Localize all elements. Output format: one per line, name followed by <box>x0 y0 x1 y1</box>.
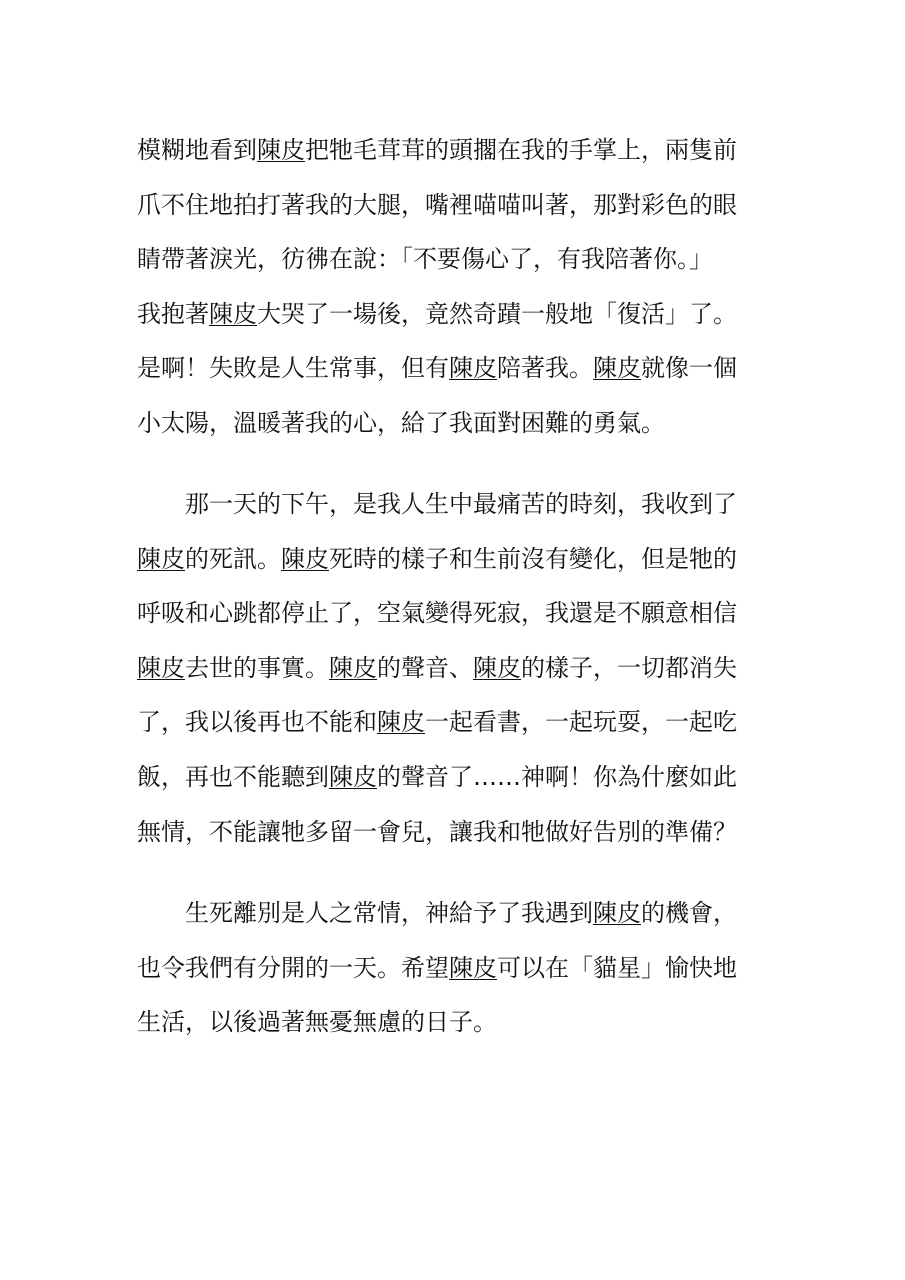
text-run: 的機會， <box>641 899 737 927</box>
text-run: 就像一個 <box>641 354 737 383</box>
text-line <box>137 760 737 794</box>
text-run: 呼吸和心跳都停止了，空氣變得死寂，我還是不願意相信 <box>137 599 737 628</box>
text-run: 一起看書，一起玩耍，一起吃 <box>425 708 737 737</box>
underlined-name: 陳皮 <box>377 708 425 737</box>
text-line <box>137 951 737 985</box>
text-run: 我抱著 <box>137 299 209 328</box>
underlined-name: 陳皮 <box>593 899 641 927</box>
text-line <box>137 242 713 276</box>
text-run: 無情，不能讓牠多留一會兒，讓我和牠做好告別的準備？ <box>137 817 737 846</box>
text-line <box>137 542 737 576</box>
text-line <box>137 351 737 385</box>
text-run: 爪不住地拍打著我的大腿，嘴裡喵喵叫著，那對彩色的眼 <box>137 190 737 219</box>
text-line <box>137 188 737 222</box>
text-run: 是啊！失敗是人生常事，但有 <box>137 354 449 383</box>
text-line <box>137 596 737 630</box>
underlined-name: 陳皮 <box>449 953 497 982</box>
text-run: 模糊地看到 <box>137 136 257 164</box>
text-run: 去世的事實。 <box>185 653 329 682</box>
text-run: 大哭了一場後，竟然奇蹟一般地「復活」了。 <box>257 299 737 328</box>
text-line <box>137 406 665 440</box>
text-run: 的聲音了……神啊！你為什麼如此 <box>377 763 737 791</box>
text-run: 的樣子，一切都消失 <box>521 653 737 682</box>
text-run: 陪著我。 <box>497 354 593 383</box>
text-line <box>137 651 737 685</box>
underlined-name: 陳皮 <box>473 653 521 682</box>
text-line <box>137 297 737 331</box>
text-line <box>137 133 737 167</box>
text-run: 把牠毛茸茸的頭擱在我的手掌上，兩隻前 <box>305 136 737 164</box>
underlined-name: 陳皮 <box>281 544 329 573</box>
text-run: 生活，以後過著無憂無慮的日子。 <box>137 1008 497 1037</box>
text-line <box>137 705 737 739</box>
text-run: 那一天的下午，是我人生中最痛苦的時刻，我收到了 <box>185 490 737 518</box>
underlined-name: 陳皮 <box>257 136 305 164</box>
text-run: 可以在「貓星」愉快地 <box>497 953 737 982</box>
text-run: 的死訊。 <box>185 544 281 573</box>
underlined-name: 陳皮 <box>449 354 497 383</box>
text-run: 了，我以後再也不能和 <box>137 708 377 737</box>
text-line <box>137 896 737 930</box>
underlined-name: 陳皮 <box>137 653 185 682</box>
text-run: 睛帶著淚光，彷彿在說：「不要傷心了，有我陪著你。」 <box>137 245 713 274</box>
text-run: 死時的樣子和生前沒有變化，但是牠的 <box>329 544 737 573</box>
text-run: 生死離別是人之常情，神給予了我遇到 <box>185 899 593 927</box>
text-run: 小太陽，溫暖著我的心，給了我面對困難的勇氣。 <box>137 409 665 437</box>
underlined-name: 陳皮 <box>209 299 257 328</box>
underlined-name: 陳皮 <box>329 763 377 791</box>
underlined-name: 陳皮 <box>593 354 641 383</box>
text-line <box>137 815 737 849</box>
text-run: 飯，再也不能聽到 <box>137 763 329 791</box>
text-run: 也令我們有分開的一天。希望 <box>137 953 449 982</box>
text-line <box>137 1005 497 1039</box>
underlined-name: 陳皮 <box>329 653 377 682</box>
underlined-name: 陳皮 <box>137 544 185 573</box>
text-line <box>137 487 737 521</box>
text-run: 的聲音、 <box>377 653 473 682</box>
